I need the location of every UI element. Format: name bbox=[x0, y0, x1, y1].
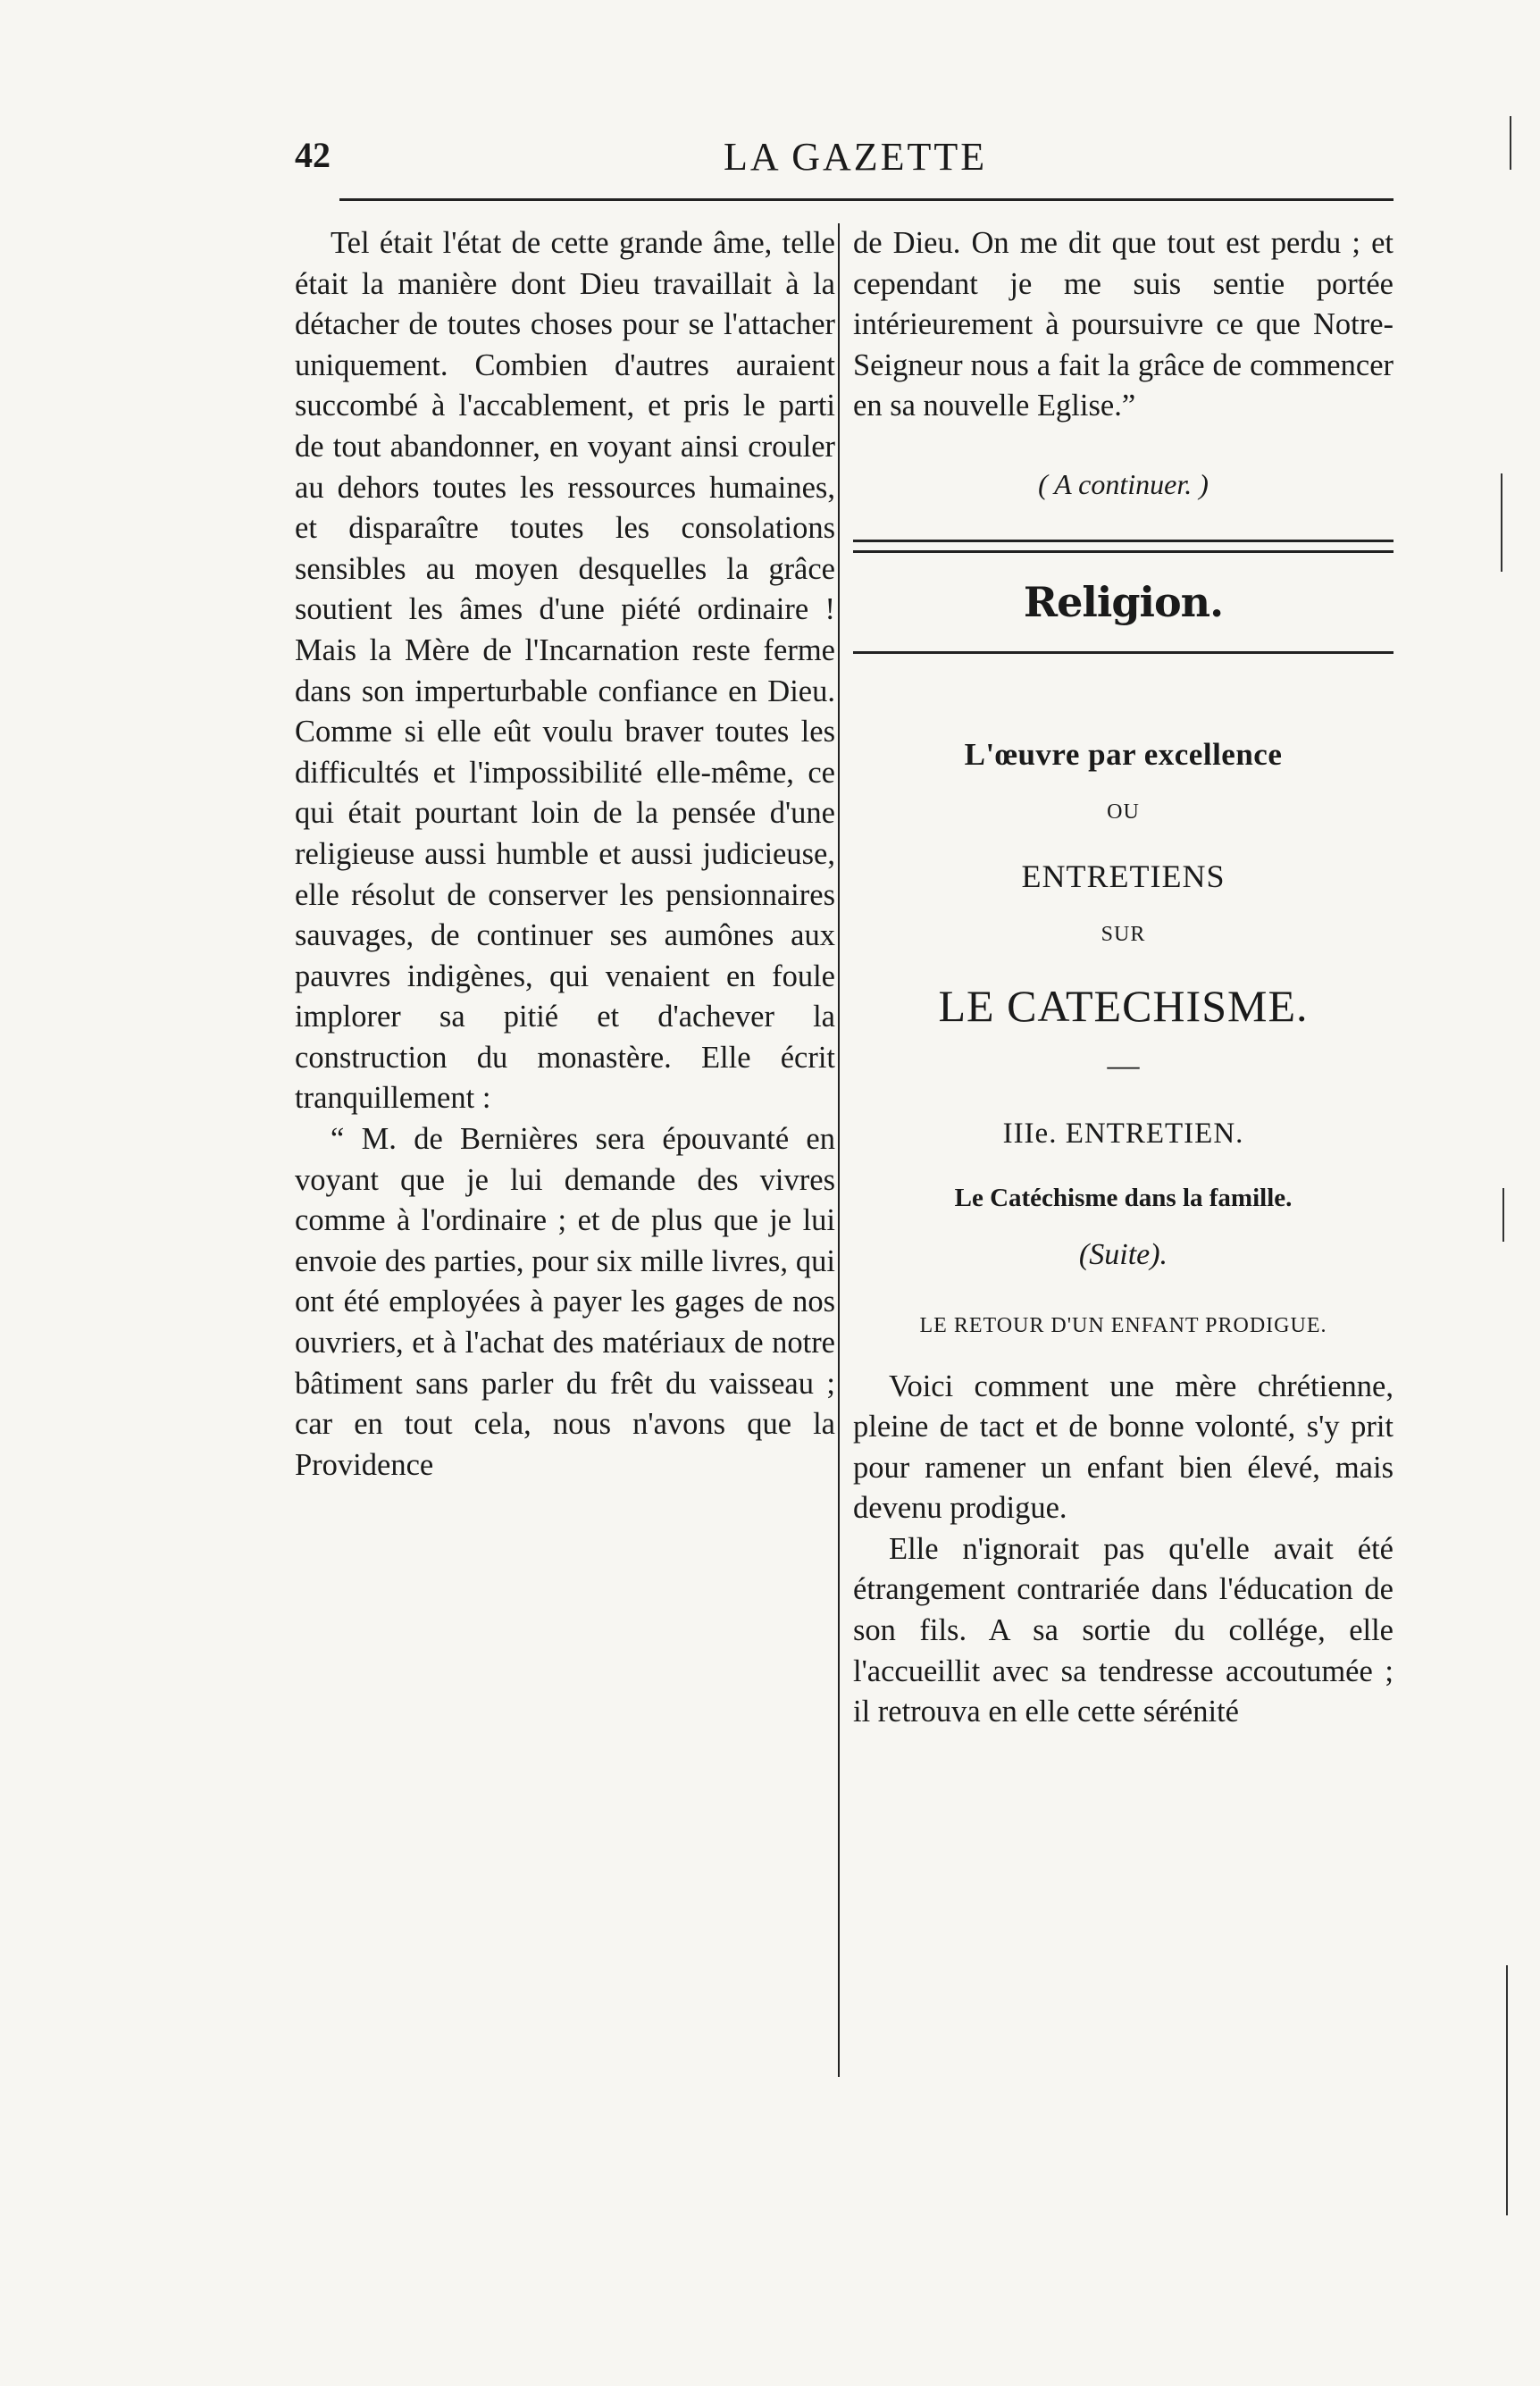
margin-mark bbox=[1506, 1965, 1508, 2215]
headline-connector-ou: OU bbox=[1107, 800, 1140, 825]
left-column bbox=[295, 223, 835, 1486]
margin-mark bbox=[1510, 116, 1511, 170]
header-rule bbox=[339, 198, 1394, 201]
left-paragraph-2: “ M. de Bernières sera épouvanté en voyant que je lui demande des vivres comme à l'ordinaire ; et de plus que je lui envoie des parties, pour six mille livres, qui ont été employées à payer les gages de nos ouvriers, et à l'achat des matériaux de notre bâtiment sans parler du frêt du vaisseau ; car en tout cela, nous n'avons que la Providence bbox=[295, 1122, 835, 1482]
suite-note: (Suite). bbox=[1078, 1238, 1168, 1272]
section-title: Religion. bbox=[1023, 577, 1224, 626]
publication-title: LA GAZETTE bbox=[724, 135, 988, 179]
section-rule bbox=[853, 651, 1394, 654]
section-double-rule bbox=[853, 540, 1394, 553]
margin-mark bbox=[1502, 1188, 1504, 1242]
article-main-title: LE CATECHISME. bbox=[938, 980, 1309, 1031]
right-column bbox=[853, 223, 1394, 1733]
story-subhead: LE RETOUR D'UN ENFANT PRODIGUE. bbox=[919, 1313, 1327, 1337]
page-number: 42 bbox=[295, 135, 331, 175]
continuation-paragraph: de Dieu. On me dit que tout est perdu ; et cependant je me suis sentie portée intérieurement à poursuivre ce que Notre-Seigneur nous a fait la grâce de commencer en sa nouvelle Eglise.” bbox=[853, 226, 1394, 423]
right-paragraph-2: Elle n'ignorait pas qu'elle avait été étrangement contrariée dans l'éducation de son fils. A sa sortie du collége, elle l'accueillit avec sa tendresse accoutumée ; il retrouva en elle cette sérénité bbox=[853, 1531, 1394, 1729]
right-paragraph-1: Voici comment une mère chrétienne, pleine de tact et de bonne volonté, s'y prit pour ramener un enfant bien élevé, mais devenu prodigue. bbox=[853, 1369, 1394, 1526]
article-headline: L'œuvre par excellence bbox=[964, 736, 1283, 772]
margin-mark bbox=[1501, 473, 1502, 572]
left-paragraph-1: Tel était l'état de cette grande âme, telle était la manière dont Dieu travaillait à la détacher de toutes choses pour se l'attacher uniquement. Combien d'autres auraient succombé à l'accablement, et pris le parti de tout abandonner, en voyant ainsi crouler au dehors toutes les ressources humaines, et disparaître toutes les consolations sensibles au moyen desquelles la grâce soutient les âmes d'une piété ordinaire ! Mais la Mère de l'Incarnation reste ferme dans son imperturbable confiance en Dieu. Comme si elle eût voulu braver toutes les difficultés et l'impossibilité elle-même, ce qui était pourtant loin de la pensée d'une religieuse aussi humble et aussi judicieuse, elle résolut de conserver les pensionnaires sauvages, de continuer ses aumônes aux pauvres indigènes, qui venaient en foule implorer sa pitié et d'achever la construction du monastère. Elle écrit tranquillement : bbox=[295, 226, 835, 1116]
article-subheadline: ENTRETIENS bbox=[1021, 858, 1226, 894]
entretien-number: IIIe. ENTRETIEN. bbox=[1002, 1118, 1244, 1151]
headline-connector-sur: SUR bbox=[1101, 923, 1146, 947]
title-dash: — bbox=[1107, 1046, 1140, 1083]
chapter-title: Le Catéchisme dans la famille. bbox=[954, 1183, 1293, 1212]
to-be-continued-note: ( A continuer. ) bbox=[1038, 467, 1209, 500]
running-head bbox=[295, 134, 1394, 188]
column-divider bbox=[838, 223, 840, 2077]
